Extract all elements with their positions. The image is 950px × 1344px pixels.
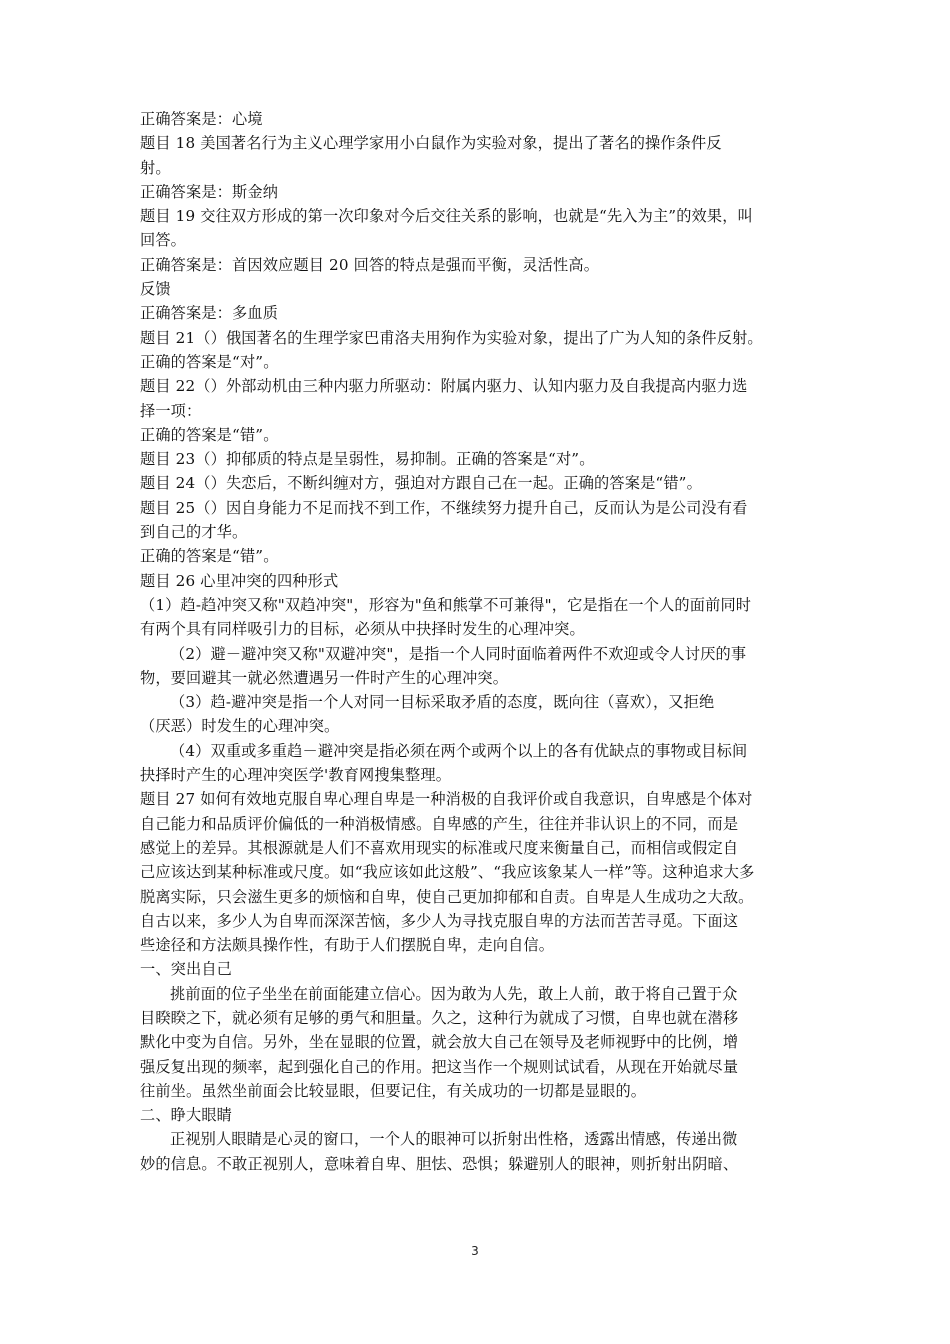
text-line: 些途径和方法颇具操作性，有助于人们摆脱自卑，走向自信。 bbox=[140, 936, 555, 955]
text-line: 挑前面的位子坐坐在前面能建立信心。因为敢为人先，敢上人前，敢于将自己置于众 bbox=[170, 984, 738, 1003]
text-line: 到自己的才华。 bbox=[140, 523, 248, 542]
text-line: 往前坐。虽然坐前面会比较显眼，但要记住，有关成功的一切都是显眼的。 bbox=[140, 1081, 647, 1100]
text-line: 正确答案是：首因效应题目 20 回答的特点是强而平衡，灵活性高。 bbox=[140, 255, 600, 274]
text-line: 感觉上的差异。其根源就是人们不喜欢用现实的标准或尺度来衡量自己，而相信或假定自 bbox=[140, 838, 739, 857]
text-line: 题目 23（）抑郁质的特点是呈弱性，易抑制。正确的答案是“对”。 bbox=[140, 450, 595, 469]
text-line: 正确答案是：斯金纳 bbox=[140, 182, 279, 201]
text-line: 正视别人眼睛是心灵的窗口，一个人的眼神可以折射出性格，透露出情感，传递出微 bbox=[170, 1130, 738, 1149]
text-line: 反馈 bbox=[140, 280, 171, 299]
text-line: 一、突出自己 bbox=[140, 960, 233, 979]
text-line: 有两个具有同样吸引力的目标，必须从中抉择时发生的心理冲突。 bbox=[140, 620, 585, 639]
text-line: 题目 18 美国著名行为主义心理学家用小白鼠作为实验对象，提出了著名的操作条件反 bbox=[140, 134, 722, 153]
text-line: 妙的信息。不敢正视别人，意味着自卑、胆怯、恐惧；躲避别人的眼神，则折射出阴暗、 bbox=[140, 1154, 739, 1173]
text-line: 正确的答案是“错”。 bbox=[140, 425, 279, 444]
text-line: 题目 27 如何有效地克服自卑心理自卑是一种消极的自我评价或自我意识，自卑感是个体对 bbox=[140, 790, 753, 809]
text-line: 正确的答案是“对”。 bbox=[140, 352, 279, 371]
text-line: 回答。 bbox=[140, 231, 187, 250]
text-line: （1）趋-趋冲突又称"双趋冲突"，形容为"鱼和熊掌不可兼得"，它是指在一个人的面前同时 bbox=[140, 595, 752, 614]
page-number: 3 bbox=[471, 1244, 479, 1258]
text-line: （3）趋-避冲突是指一个人对同一目标采取矛盾的态度，既向往（喜欢），又拒绝 bbox=[170, 693, 715, 712]
text-line: 题目 19 交往双方形成的第一次印象对今后交往关系的影响，也就是“先入为主”的效果，叫 bbox=[140, 207, 753, 226]
text-line: 题目 21（）俄国著名的生理学家巴甫洛夫用狗作为实验对象，提出了广为人知的条件反射。 bbox=[140, 328, 763, 347]
text-line: 择一项： bbox=[140, 401, 202, 420]
text-line: （4）双重或多重趋－避冲突是指必须在两个或两个以上的各有优缺点的事物或目标间 bbox=[170, 741, 748, 760]
text-line: 抉择时产生的心理冲突医学'教育网搜集整理。 bbox=[140, 766, 452, 785]
text-line: 脱离实际，只会滋生更多的烦恼和自卑，使自己更加抑郁和自责。自卑是人生成功之大敌。 bbox=[140, 887, 754, 906]
text-line: 默化中变为自信。另外，坐在显眼的位置，就会放大自己在领导及老师视野中的比例，增 bbox=[140, 1033, 739, 1052]
text-line: 射。 bbox=[140, 158, 171, 177]
text-line: 题目 22（）外部动机由三种内驱力所驱动：附属内驱力、认知内驱力及自我提高内驱力选 bbox=[140, 377, 748, 396]
text-line: 正确答案是：心境 bbox=[140, 110, 263, 128]
text-line: 自己能力和品质评价偏低的一种消极情感。自卑感的产生，往往并非认识上的不同，而是 bbox=[140, 814, 739, 833]
text-line: 题目 25（）因自身能力不足而找不到工作，不继续努力提升自己，反而认为是公司没有看 bbox=[140, 498, 748, 517]
text-line: 目睽睽之下，就必须有足够的勇气和胆量。久之，这种行为就成了习惯，自卑也就在潜移 bbox=[140, 1008, 739, 1027]
text-line: 物，要回避其一就必然遭遇另一件时产生的心理冲突。 bbox=[140, 668, 509, 687]
text-line: 自古以来，多少人为自卑而深深苦恼，多少人为寻找克服自卑的方法而苦苦寻觅。下面这 bbox=[140, 911, 739, 930]
text-line: 强反复出现的频率，起到强化自己的作用。把这当作一个规则试试看，从现在开始就尽量 bbox=[140, 1057, 739, 1076]
document-body bbox=[140, 107, 820, 1176]
text-line: （2）避－避冲突又称"双避冲突"，是指一个人同时面临着两件不欢迎或令人讨厌的事 bbox=[170, 644, 747, 663]
text-line: 正确的答案是“错”。 bbox=[140, 547, 279, 566]
text-line: 己应该达到某种标准或尺度。如“我应该如此这般”、“我应该象某人一样”等。这种追求大多 bbox=[140, 863, 755, 882]
text-line: 正确答案是：多血质 bbox=[140, 304, 279, 323]
text-line: 题目 26 心里冲突的四种形式 bbox=[140, 571, 339, 590]
text-line: （厌恶）时发生的心理冲突。 bbox=[140, 717, 340, 736]
text-line: 题目 24（）失恋后，不断纠缠对方，强迫对方跟自己在一起。正确的答案是“错”。 bbox=[140, 474, 702, 493]
text-line: 二、睁大眼睛 bbox=[140, 1106, 233, 1125]
